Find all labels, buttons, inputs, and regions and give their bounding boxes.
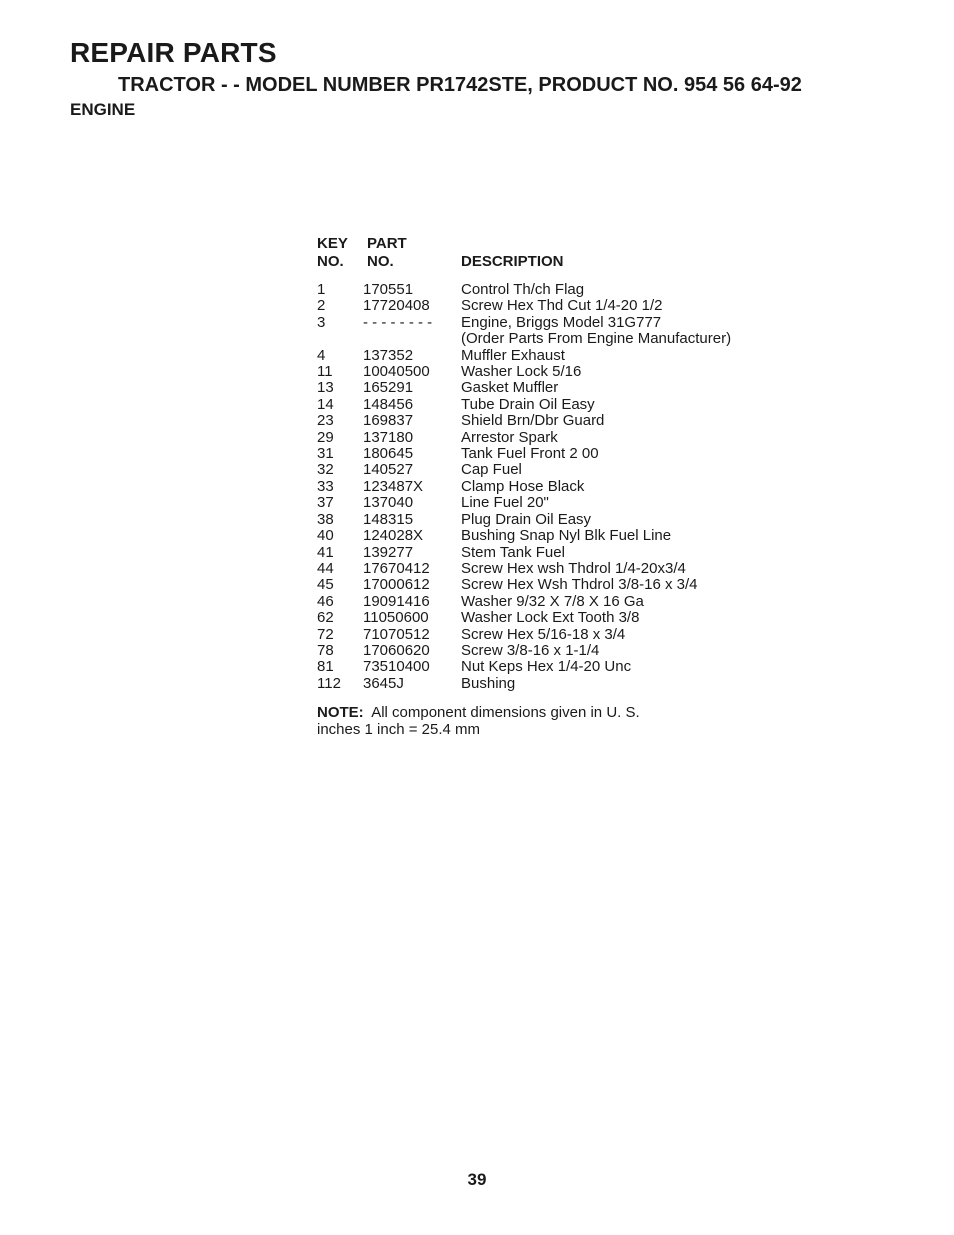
part-number: 11050600 — [363, 609, 429, 627]
key-number: 78 — [317, 641, 334, 659]
key-number: 3 — [317, 313, 326, 331]
key-number: 62 — [317, 609, 334, 627]
description-line: Washer 9/32 X 7/8 X 16 Ga — [461, 592, 644, 610]
description-line: Screw Hex Thd Cut 1/4-20 1/2 — [461, 297, 663, 315]
description-line: Muffler Exhaust — [461, 346, 565, 364]
note-text-line2: inches 1 inch = 25.4 mm — [317, 720, 481, 738]
key-number: 112 — [317, 674, 341, 692]
description-line: (Order Parts From Engine Manufacturer) — [461, 330, 732, 348]
part-description — [461, 479, 931, 495]
parts-table — [317, 235, 787, 692]
part-number: 170551 — [363, 281, 414, 298]
description-line: Engine, Briggs Model 31G777 — [461, 313, 662, 331]
part-number: 71070512 — [363, 625, 430, 643]
key-number: 11 — [317, 363, 333, 381]
description-line: Clamp Hose Black — [461, 477, 585, 495]
description-line: Nut Keps Hex 1/4-20 Unc — [461, 658, 632, 676]
part-description — [461, 561, 931, 577]
key-number: 33 — [317, 477, 334, 495]
part-number: 148315 — [363, 510, 414, 528]
description-line: Bushing — [461, 674, 516, 692]
part-description — [461, 545, 931, 561]
part-description — [461, 348, 931, 364]
description-line: Shield Brn/Dbr Guard — [461, 412, 605, 430]
key-number: 46 — [317, 592, 334, 610]
description-line: Stem Tank Fuel — [461, 543, 565, 561]
key-number: 29 — [317, 428, 334, 446]
part-description — [461, 298, 931, 314]
part-number: 137040 — [363, 494, 414, 512]
table-row — [317, 430, 787, 446]
part-number: 17670412 — [363, 559, 430, 577]
part-header-line1: PART — [367, 235, 407, 252]
table-row — [317, 380, 787, 396]
key-number: 81 — [317, 658, 334, 676]
description-line: Screw 3/8-16 x 1-1/4 — [461, 641, 600, 659]
part-description — [461, 397, 931, 413]
part-description — [461, 659, 931, 675]
key-number: 32 — [317, 461, 334, 479]
table-row — [317, 528, 787, 544]
part-number: 17060620 — [363, 641, 430, 659]
part-description — [461, 282, 931, 298]
table-row — [317, 364, 787, 380]
part-number: 3645J — [363, 674, 404, 692]
key-header-line1: KEY — [317, 235, 348, 252]
part-number: - - - - - - - - — [363, 313, 433, 331]
table-row — [317, 298, 787, 314]
description-line: Cap Fuel — [461, 461, 522, 479]
part-description — [461, 676, 931, 692]
description-line: Tube Drain Oil Easy — [461, 395, 595, 413]
part-description — [461, 462, 931, 478]
note-label: NOTE: — [317, 704, 364, 721]
table-row — [317, 610, 787, 626]
table-row — [317, 643, 787, 659]
description-line: Plug Drain Oil Easy — [461, 510, 592, 528]
description-column-header: DESCRIPTION — [461, 253, 564, 270]
page-title: REPAIR PARTS — [70, 37, 277, 68]
part-number: 140527 — [363, 461, 414, 479]
model-subtitle: TRACTOR - - MODEL NUMBER PR1742STE, PRODUCT NO. 954 56 64-92 — [118, 74, 802, 96]
part-description — [461, 413, 931, 429]
part-description — [461, 315, 931, 348]
key-number: 44 — [317, 559, 334, 577]
part-number: 19091416 — [363, 592, 430, 610]
table-row — [317, 315, 787, 348]
description-line: Washer Lock Ext Tooth 3/8 — [461, 609, 640, 627]
part-number: 73510400 — [363, 658, 430, 676]
note-text-line1: All component dimensions given in U. S. — [371, 704, 640, 721]
key-number: 23 — [317, 412, 334, 430]
table-row — [317, 545, 787, 561]
table-body — [317, 282, 787, 692]
table-row — [317, 594, 787, 610]
description-line: Arrestor Spark — [461, 428, 558, 446]
description-line: Control Th/ch Flag — [461, 281, 585, 298]
key-number: 45 — [317, 576, 334, 594]
description-line: Washer Lock 5/16 — [461, 363, 582, 381]
part-description — [461, 528, 931, 544]
table-row — [317, 446, 787, 462]
description-line: Gasket Muffler — [461, 379, 559, 397]
part-description — [461, 364, 931, 380]
table-row — [317, 627, 787, 643]
part-number: 148456 — [363, 395, 414, 413]
dimensions-note — [317, 705, 717, 738]
table-row — [317, 348, 787, 364]
key-number: 13 — [317, 379, 334, 397]
part-description — [461, 643, 931, 659]
part-number: 124028X — [363, 527, 424, 545]
part-number: 137352 — [363, 346, 414, 364]
key-number: 14 — [317, 395, 334, 413]
key-number: 72 — [317, 625, 334, 643]
part-number: 180645 — [363, 445, 414, 463]
table-row — [317, 561, 787, 577]
table-row — [317, 495, 787, 511]
table-row — [317, 479, 787, 495]
part-number: 123487X — [363, 477, 424, 495]
part-description — [461, 446, 931, 462]
description-line: Screw Hex wsh Thdrol 1/4-20x3/4 — [461, 559, 686, 577]
table-row — [317, 676, 787, 692]
key-number: 31 — [317, 445, 334, 463]
page-number: 39 — [467, 1170, 487, 1189]
table-row — [317, 577, 787, 593]
key-number: 2 — [317, 297, 326, 315]
table-header — [317, 235, 787, 271]
table-row — [317, 659, 787, 675]
table-row — [317, 282, 787, 298]
table-row — [317, 512, 787, 528]
part-number: 137180 — [363, 428, 414, 446]
part-number: 17720408 — [363, 297, 430, 315]
description-line: Screw Hex Wsh Thdrol 3/8-16 x 3/4 — [461, 576, 698, 594]
description-line: Bushing Snap Nyl Blk Fuel Line — [461, 527, 672, 545]
key-number: 38 — [317, 510, 334, 528]
description-line: Tank Fuel Front 2 00 — [461, 445, 599, 463]
part-header-line2: NO. — [367, 253, 394, 270]
key-column-header — [317, 235, 348, 271]
part-number: 10040500 — [363, 363, 430, 381]
part-number: 17000612 — [363, 576, 430, 594]
table-row — [317, 462, 787, 478]
part-description — [461, 594, 931, 610]
part-description — [461, 610, 931, 626]
description-line: Screw Hex 5/16-18 x 3/4 — [461, 625, 626, 643]
description-line: Line Fuel 20" — [461, 494, 549, 512]
part-column-header — [367, 235, 407, 271]
part-number: 169837 — [363, 412, 414, 430]
part-description — [461, 495, 931, 511]
part-number: 165291 — [363, 379, 414, 397]
key-number: 40 — [317, 527, 334, 545]
part-description — [461, 380, 931, 396]
part-description — [461, 577, 931, 593]
part-description — [461, 430, 931, 446]
section-heading: ENGINE — [70, 100, 136, 119]
part-number: 139277 — [363, 543, 414, 561]
table-row — [317, 413, 787, 429]
key-number: 41 — [317, 543, 334, 561]
key-header-line2: NO. — [317, 253, 344, 270]
key-number: 37 — [317, 494, 334, 512]
part-description — [461, 512, 931, 528]
table-row — [317, 397, 787, 413]
part-description — [461, 627, 931, 643]
key-number: 4 — [317, 346, 326, 364]
key-number: 1 — [317, 281, 326, 298]
